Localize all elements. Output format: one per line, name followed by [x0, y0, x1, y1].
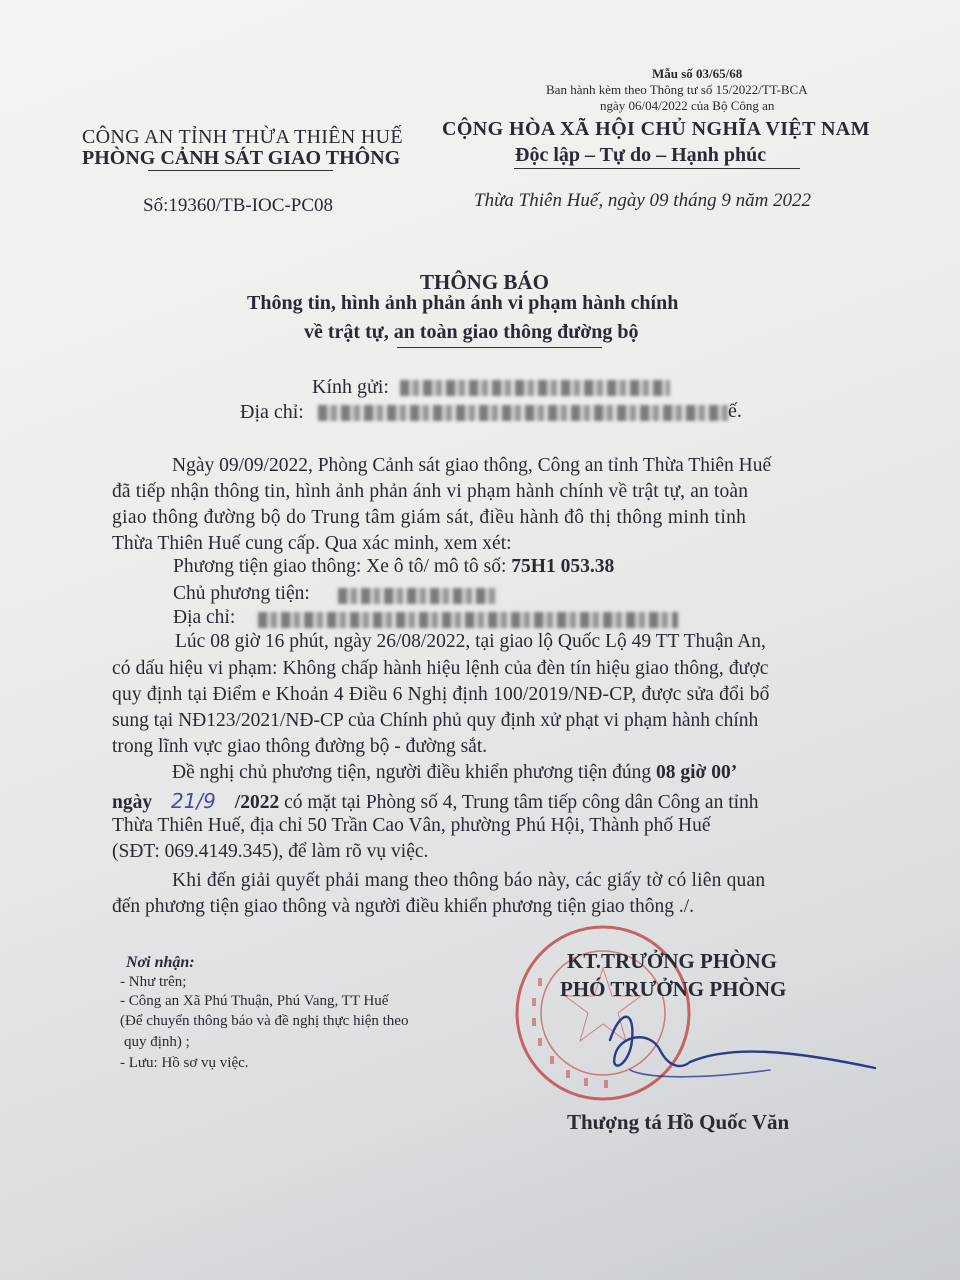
body-line: Ngày 09/09/2022, Phòng Cảnh sát giao thông, Công an tỉnh Thừa Thiên Huế: [172, 455, 772, 476]
summons-year: /2022: [234, 792, 280, 813]
form-issued-line1: Ban hành kèm theo Thông tư số 15/2022/TT-BCA: [546, 82, 808, 97]
form-issued-line2: ngày 06/04/2022 của Bộ Công an: [600, 98, 775, 113]
summons-day-label: ngày: [112, 792, 153, 813]
summons-time: 08 giờ 00’: [656, 762, 738, 783]
national-title: CỘNG HÒA XÃ HỘI CHỦ NGHĨA VIỆT NAM: [442, 118, 870, 140]
body-line: [172, 762, 737, 784]
summons-place: có mặt tại Phòng số 4, Trung tâm tiếp công dân Công an tỉnh: [284, 792, 759, 813]
recipient-address-end: ế.: [728, 400, 742, 422]
recipients-item: - Như trên;: [120, 974, 187, 990]
vehicle-line: [173, 556, 614, 578]
agency-underline: [148, 170, 333, 171]
form-code: Mẫu số 03/65/68: [652, 66, 743, 81]
body-line: Thừa Thiên Huế cung cấp. Qua xác minh, xem xét:: [112, 533, 512, 554]
recipients-item: quy định) ;: [124, 1034, 190, 1050]
signature-title-line1: KT.TRƯỞNG PHÒNG: [567, 949, 777, 973]
handwritten-signature: [590, 1000, 890, 1090]
owner-label: Chủ phương tiện:: [173, 583, 310, 604]
body-line: có dấu hiệu vi phạm: Không chấp hành hiệu lệnh của đèn tín hiệu giao thông, được: [112, 658, 769, 679]
title-underline: [397, 347, 602, 348]
vehicle-label: Phương tiện giao thông: Xe ô tô/ mô tô số:: [173, 556, 507, 577]
body-line: quy định tại Điểm e Khoản 4 Điều 6 Nghị định 100/2019/NĐ-CP, được sửa đổi bổ: [112, 684, 770, 705]
owner-address-label: Địa chỉ:: [173, 607, 236, 628]
signer-name: Thượng tá Hồ Quốc Văn: [567, 1110, 790, 1134]
document-number: Số:19360/TB-IOC-PC08: [143, 195, 334, 216]
body-line: sung tại NĐ123/2021/NĐ-CP của Chính phủ quy định xử phạt vi phạm hành chính: [112, 710, 759, 731]
body-line: đã tiếp nhận thông tin, hình ảnh phản ánh vi phạm hành chính về trật tự, an toàn: [112, 481, 749, 502]
signature-title-line2: PHÓ TRƯỞNG PHÒNG: [560, 977, 787, 1001]
document-subtitle-line2: về trật tự, an toàn giao thông đường bộ: [304, 321, 639, 343]
redacted-owner-name: [338, 588, 498, 604]
body-line: trong lĩnh vực giao thông đường bộ - đường sắt.: [112, 736, 488, 757]
body-line: Khi đến giải quyết phải mang theo thông báo này, các giấy tờ có liên quan: [172, 870, 766, 891]
body-line: giao thông đường bộ do Trung tâm giám sát, điều hành đô thị thông minh tỉnh: [112, 507, 747, 528]
place-date: Thừa Thiên Huế, ngày 09 tháng 9 năm 2022: [474, 190, 812, 211]
redacted-recipient-address: [318, 405, 728, 421]
agency-department: PHÒNG CẢNH SÁT GIAO THÔNG: [82, 147, 401, 169]
national-motto: Độc lập – Tự do – Hạnh phúc: [515, 144, 767, 166]
document-subtitle-line1: Thông tin, hình ảnh phản ánh vi phạm hành chính: [247, 292, 679, 314]
recipient-address-label: Địa chỉ:: [240, 401, 304, 423]
license-plate: 75H1 053.38: [511, 556, 615, 577]
body-line: (SĐT: 069.4149.345), để làm rõ vụ việc.: [112, 841, 429, 862]
agency-name: CÔNG AN TỈNH THỪA THIÊN HUẾ: [82, 126, 403, 148]
summons-date-line: [112, 789, 759, 814]
redacted-recipient-name: [400, 380, 670, 396]
recipients-item: - Công an Xã Phú Thuận, Phú Vang, TT Huế: [120, 993, 389, 1009]
redacted-owner-address: [258, 612, 678, 628]
recipients-heading: Nơi nhận:: [126, 954, 195, 971]
body-line: Lúc 08 giờ 16 phút, ngày 26/08/2022, tại giao lộ Quốc Lộ 49 TT Thuận An,: [175, 631, 766, 652]
recipients-item: (Để chuyển thông báo và đề nghị thực hiện theo: [120, 1013, 409, 1029]
summons-text: Đề nghị chủ phương tiện, người điều khiển phương tiện đúng: [172, 762, 652, 783]
body-line: đến phương tiện giao thông và người điều khiển phương tiện giao thông ./.: [112, 896, 695, 917]
summons-day-handwritten: 21/9: [170, 789, 216, 813]
recipient-label: Kính gửi:: [312, 376, 389, 398]
body-line: Thừa Thiên Huế, địa chỉ 50 Trần Cao Vân, phường Phú Hội, Thành phố Huế: [112, 815, 711, 836]
document-title: THÔNG BÁO: [420, 270, 549, 294]
motto-underline: [514, 168, 800, 169]
recipients-item: - Lưu: Hồ sơ vụ việc.: [120, 1055, 249, 1071]
